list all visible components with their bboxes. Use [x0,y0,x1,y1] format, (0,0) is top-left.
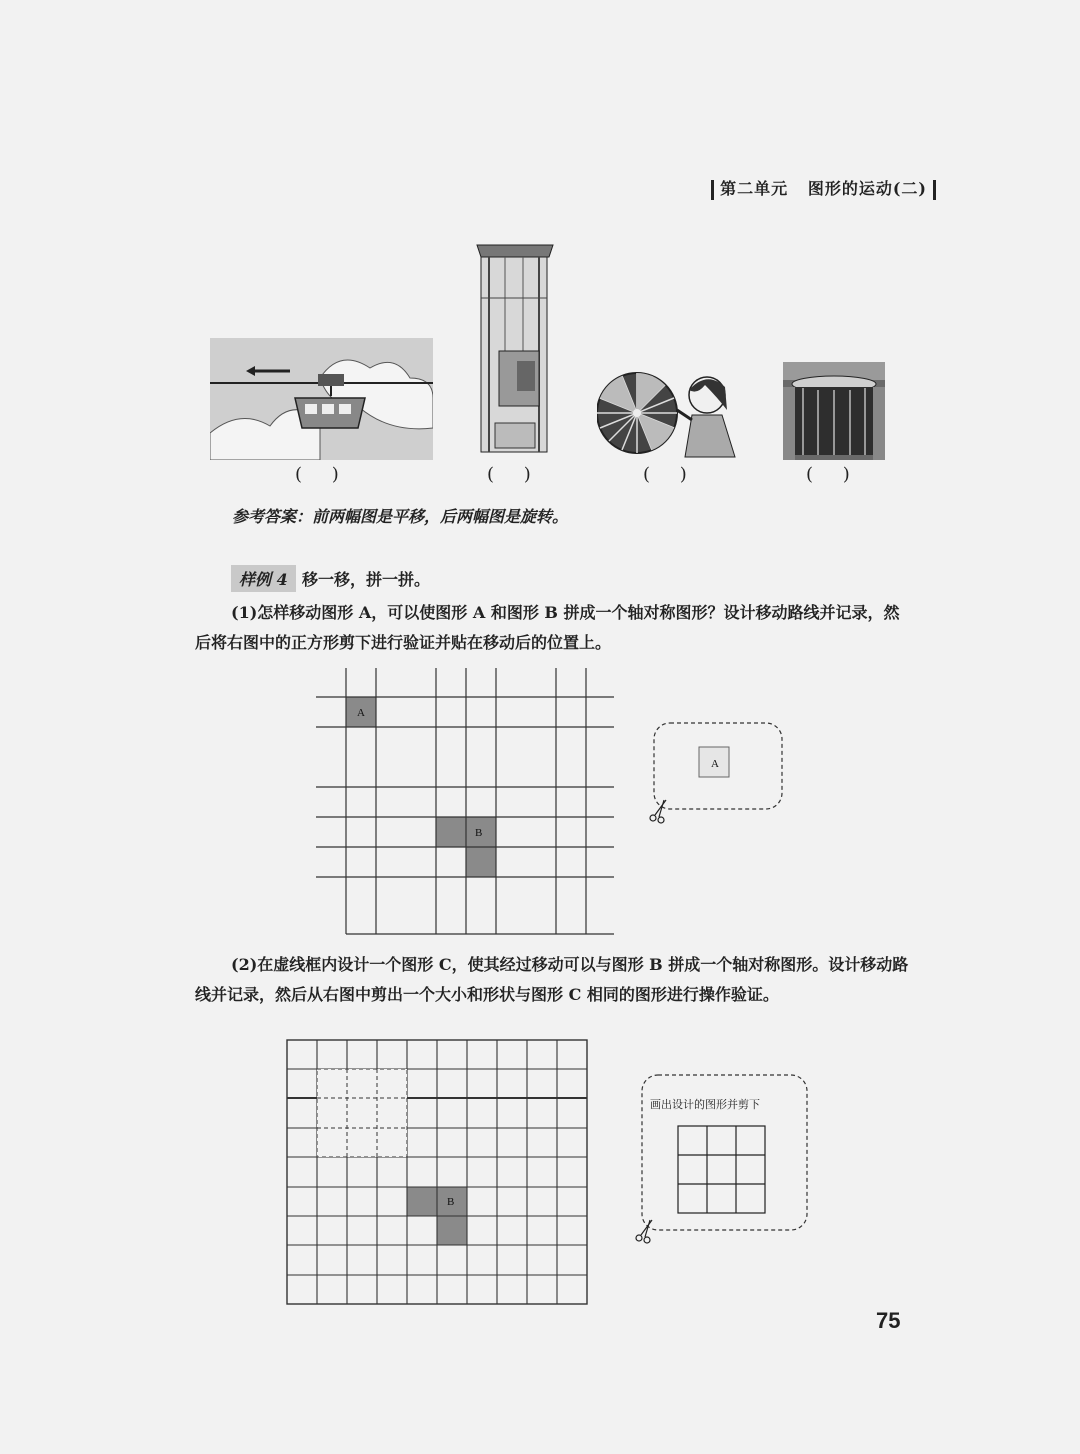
cutout-box-2 [630,1072,810,1252]
blank-3[interactable]: ( ) [643,464,699,485]
cutout-box-1 [644,720,786,828]
header-unit: 第二单元 [720,179,789,198]
grid-2 [285,1038,590,1308]
running-header [705,176,942,200]
example-tag: 样例 4 [231,565,296,592]
shape-b-bottom-2[interactable] [437,1216,467,1245]
grid-1 [313,666,618,936]
revolving-door-photo [783,362,885,460]
question-1-text: (1)怎样移动图形 A，可以使图形 A 和图形 B 拼成一个轴对称图形？设计移动路线并记录，然后将右图中的正方形剪下进行验证并贴在移动后的位置上。 [195,603,900,652]
blank-2[interactable]: ( ) [487,464,543,485]
label-b: B [475,827,483,839]
spinning-wheel-illustration [597,365,745,460]
reference-answer: 参考答案：前两幅图是平移，后两幅图是旋转。 [232,507,569,526]
elevator-illustration [475,243,555,458]
example-title: 移一移，拼一拼。 [302,570,431,589]
shape-b-bottom[interactable] [466,847,496,877]
scissors-icon[interactable] [636,1220,652,1243]
header-bar-right [933,180,936,200]
question-2-text: (2)在虚线框内设计一个图形 C，使其经过移动可以与图形 B 拼成一个轴对称图形。设计移动路线并记录，然后从右图中剪出一个大小和形状与图形 C 相同的图形进行操作验证。 [195,955,909,1004]
page-number: 75 [876,1308,901,1333]
cable-car-illustration [210,338,433,460]
label-a: A [357,707,365,719]
label-b-2: B [447,1196,455,1208]
header-title: 图形的运动(二) [807,179,927,198]
cutout-grid-3x3[interactable] [678,1126,765,1213]
cutout-instruction: 画出设计的图形并剪下 [650,1098,760,1111]
blank-1[interactable]: ( ) [295,464,351,485]
cutout-label-a: A [711,758,719,770]
header-bar-left [711,180,714,200]
blank-4[interactable]: ( ) [806,464,862,485]
